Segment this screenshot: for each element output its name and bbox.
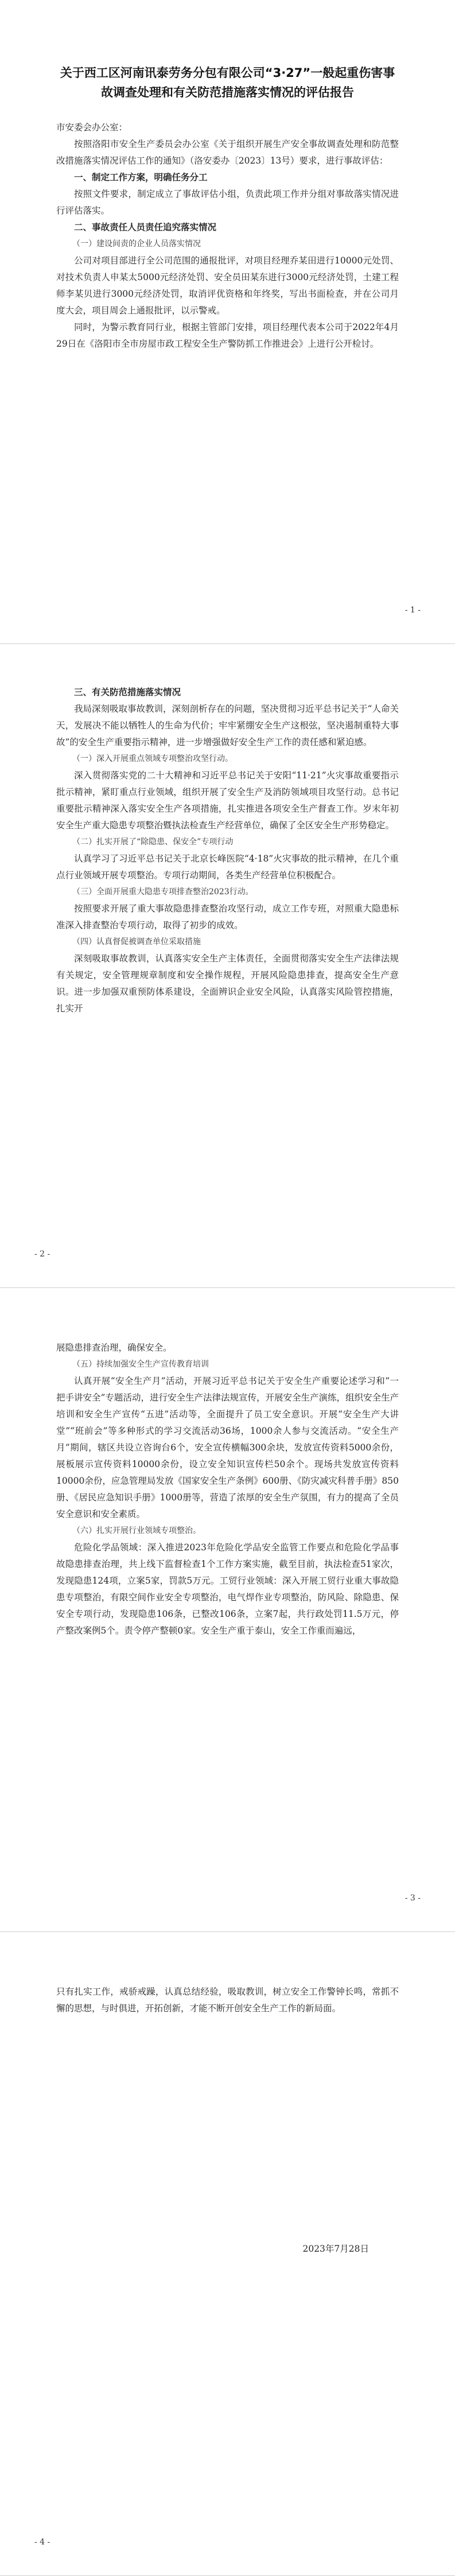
paragraph: 深入贯彻落实党的二十大精神和习近平总书记关于安阳“11·21”火灾事故重要指示批示精神，紧盯重点行业领域，组织开展了安全生产及消防领域项目攻坚行动。总书记重要批示精神深入落实安全生产各项措施，扎实推进各项安全生产督查工作。岁末年初安全生产重大隐患专项整治暨执法检查生产经营单位，确保了全区安全生产形势稳定。 [56,770,399,831]
subsection-heading: （四）认真督促被调查单位采取措施 [72,937,201,946]
page-3-content [56,1340,399,1639]
paragraph: 按照洛阳市安全生产委员会办公室《关于组织开展生产安全事故调查处理和防范整改措施落实情况评估工作的通知》（洛安委办〔2023〕13号）要求，进行事故评估： [56,139,399,166]
paragraph: 按照要求开展了重大事故隐患排查整治攻坚行动，成立工作专班，对照重大隐患标准深入排查整治专项行动，取得了初步的成效。 [56,903,399,930]
page-4 [0,1932,455,2576]
subsection-heading: （二）扎实开展了“除隐患、保安全”专项行动 [72,837,234,847]
paragraph: 我局深刻吸取事故教训，深刻剖析存在的问题，坚决贯彻习近平总书记关于“人命关天，发展决不能以牺牲人的生命为代价；牢牢紧绷安全生产这根弦，坚决遏制重特大事故”的安全生产重要指示精神，进一步增强做好安全生产工作的责任感和紧迫感。 [56,704,399,747]
subsection-heading: （五）持续加强安全生产宣传教育培训 [72,1360,209,1369]
section-heading: 二、事故责任人员责任追究落实情况 [74,222,217,232]
page-number: - 1 - [405,606,421,615]
section-heading: 一、制定工作方案，明确任务分工 [74,172,208,183]
subsection-heading: （三）全面开展重大隐患专项排查整治2023行动。 [72,887,254,897]
document-date: 2023年7月28日 [302,2244,369,2254]
subsection-heading: （一）深入开展重点领域专项整治攻坚行动。 [72,754,233,763]
page-1 [0,0,455,644]
paragraph: 只有扎实工作，戒骄戒躁，认真总结经验，吸取教训，树立安全工作警钟长鸣，常抓不懈的思想，与时俱进，开拓创新，才能不断开创安全生产工作的新局面。 [56,1987,399,2014]
paragraph: 展隐患排查治理，确保安全。 [56,1343,172,1353]
page-4-content [56,1984,399,2017]
page-1-content [56,63,399,352]
paragraph: 同时，为警示教育同行业，根据主管部门安排，项目经理代表本公司于2022年4月29日在《洛阳市全市房屋市政工程安全生产警防抓工作推进会》上进行公开检讨。 [56,322,399,349]
page-number: - 2 - [34,1250,50,1259]
page-number: - 4 - [34,2538,50,2547]
paragraph: 认真开展“安全生产月”活动，开展习近平总书记关于安全生产重要论述学习和“一把手讲安全”专题活动，进行安全生产法律法规宣传，开展安全生产演练，组织安全生产培训和安全生产宣传“五进”活动等，全面提升了员工安全意识。开展“安全生产大讲堂”“班前会”等多种形式的学习交流活动36场，1000余人参与交流活动。“安全生产月”期间，辖区共设立咨询台6个，安全宣传横幅300余块，发放宣传资料5000余份，展板展示宣传资料10000余份，设立安全知识宣传栏50余个。现场共发放宣传资料10000余份，应急管理局发放《国家安全生产条例》600册、《防灾减灾科普手册》850册、《居民应急知识手册》1000册等，营造了浓厚的安全生产氛围，有力的提高了全员安全意识和安全素质。 [56,1376,399,1519]
paragraph: 认真学习了习近平总书记关于北京长峰医院“4·18”火灾事故的批示精神，在几个重点行业领域开展专项整治。专项行动期间，各类生产经营单位积极配合。 [56,854,399,880]
section-heading: 三、有关防范措施落实情况 [74,687,181,697]
subsection-heading: （一）建设间责的企业人员落实情况 [72,239,201,249]
page-3 [0,1288,455,1932]
subsection-heading: （六）扎实开展行业领域专项整治。 [72,1526,201,1535]
addressee: 市安委会办公室： [56,122,128,133]
paragraph: 深刻吸取事故教训，认真落实安全生产主体责任，全面贯彻落实安全生产法律法规有关规定，安全管理规章制度和安全操作规程，开展风险隐患排查，提高安全生产意识。进一步加强双重预防体系建设，全面辨识企业安全风险，认真落实风险管控措施，扎实开 [56,953,399,1014]
page-number: - 3 - [405,1894,421,1903]
page-2 [0,644,455,1288]
page-2-content [56,684,399,1017]
paragraph: 危险化学品领域：深入推进2023年危险化学品安全监管工作要点和危险化学品事故隐患排查治理，共上线下监督检查1个工作方案实施，截至目前，执法检查51家次，发现隐患124项，立案5家，罚款5万元。工贸行业领域：深入开展工贸行业重大事故隐患专项整治，有限空间作业安全专项整治，电气焊作业专项整治，防风险、除隐患、保安全专项行动，发现隐患106条，已整改106条，立案7起，共行政处罚11.5万元，停产整改案例5个。责令停产整顿0家。安全生产重于泰山，安全工作重而遍远， [56,1542,399,1636]
paragraph: 公司对项目部进行全公司范围的通报批评，对项目经理乔某田进行10000元处罚、对技术负责人申某太5000元经济处罚、安全员田某东进行3000元经济处罚，土建工程师李某贝进行3000元经济处罚，取消评优资格和年终奖，写出书面检查，并在公司月度大会，项目周会上通报批评，以示警戒。 [56,255,399,316]
paragraph: 按照文件要求，制定成立了事故评估小组，负责此项工作并分组对事故落实情况进行评估落实。 [56,189,399,216]
document-title: 关于西工区河南讯泰劳务分包有限公司“3·27”一般起重伤害事故调查处理和有关防范措施落实情况的评估报告 [60,66,395,99]
